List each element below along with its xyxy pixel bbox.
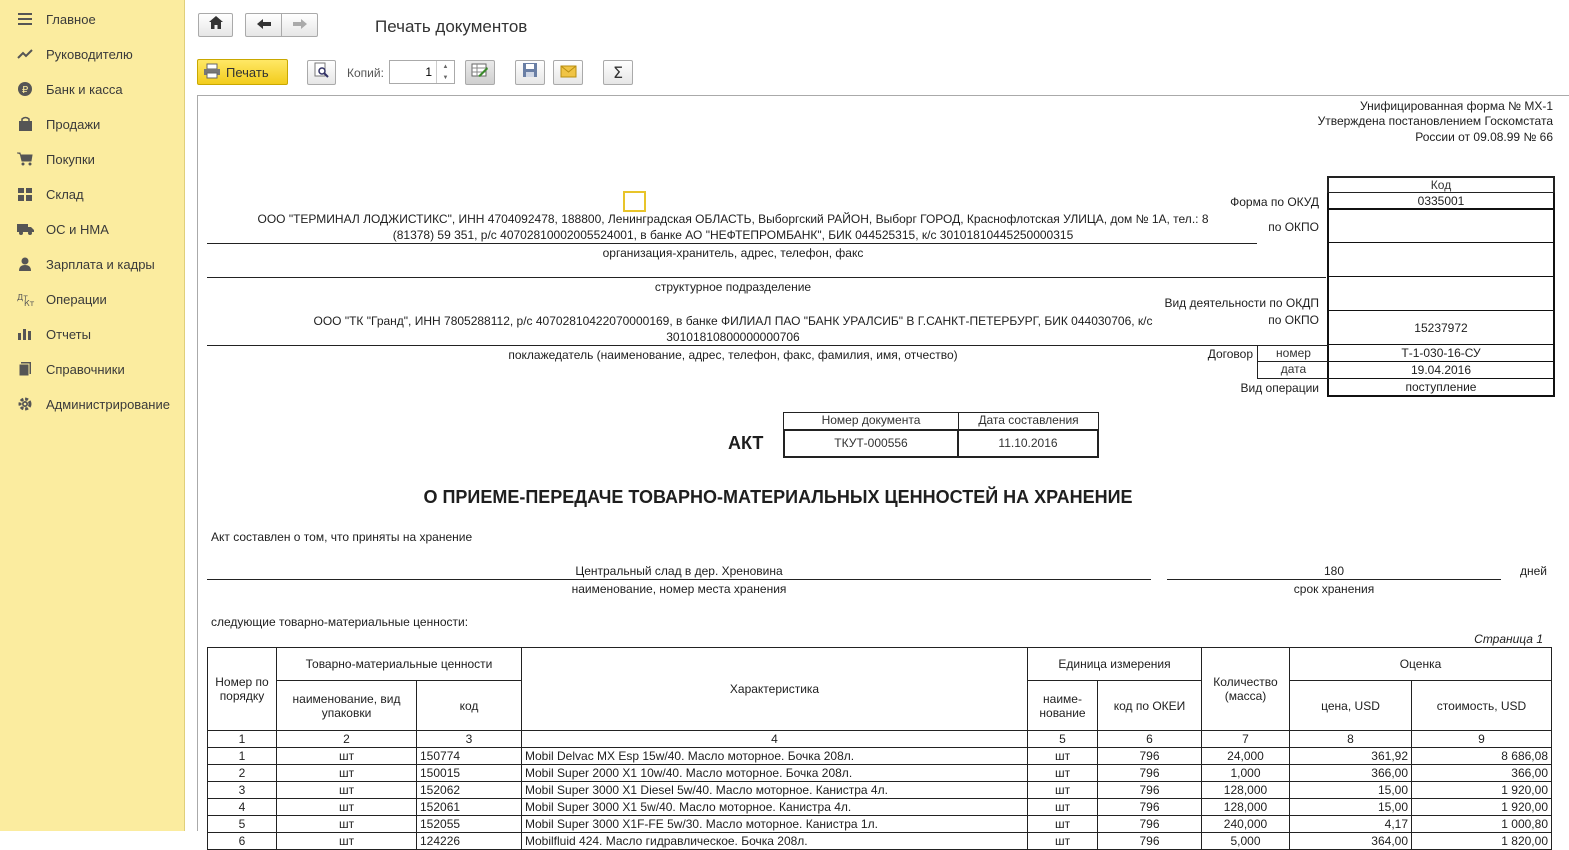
main-title: О ПРИЕМЕ-ПЕРЕДАЧЕ ТОВАРНО-МАТЕРИАЛЬНЫХ ЦЕННОСТЕЙ НА ХРАНЕНИЕ (423, 487, 1133, 507)
sidebar-item-label: Справочники (46, 361, 125, 377)
depositor-underline (207, 345, 1326, 346)
docnum-header: Номер документа (783, 412, 959, 430)
docnum-value: ТКУТ-000556 (783, 429, 959, 458)
sidebar-item-label: Склад (46, 186, 84, 202)
gear-icon (0, 397, 46, 411)
sum-button[interactable] (603, 60, 633, 85)
dept-caption: структурное подразделение (654, 280, 812, 294)
row-price: 361,92 (1290, 748, 1412, 765)
header-characteristic: Характеристика (522, 648, 1028, 731)
column-number: 4 (522, 731, 1028, 748)
intro-text: Акт составлен о том, что приняты на хранение (211, 530, 473, 544)
table-row (208, 833, 1552, 850)
row-quantity: 24,000 (1202, 748, 1290, 765)
sidebar-item-warehouse[interactable] (0, 177, 184, 211)
table-row (208, 816, 1552, 833)
print-button-label: Печать (226, 64, 269, 80)
preview-button[interactable] (307, 60, 336, 85)
row-price: 15,00 (1290, 799, 1412, 816)
row-goods-code: 152055 (417, 816, 522, 833)
row-goods-code: 152061 (417, 799, 522, 816)
contract-date-value: 19.04.2016 (1327, 362, 1555, 379)
row-characteristic: Mobil Delvac MX Esp 15w/40. Масло моторное. Бочка 208л. (522, 748, 1028, 765)
row-quantity: 128,000 (1202, 799, 1290, 816)
form-title-3: России от 09.08.99 № 66 (1415, 130, 1553, 144)
row-goods-code: 150015 (417, 765, 522, 782)
org-underline (207, 243, 1257, 244)
okud-label: Форма по ОКУД (1230, 195, 1319, 209)
row-goods-code: 150774 (417, 748, 522, 765)
column-number: 9 (1412, 731, 1552, 748)
ruble-icon (0, 82, 46, 96)
row-price: 366,00 (1290, 765, 1412, 782)
row-goods-code: 124226 (417, 833, 522, 850)
row-goods-name: шт (277, 833, 417, 850)
row-cost: 1 820,00 (1412, 833, 1552, 850)
sidebar-item-label: Руководителю (46, 46, 133, 62)
row-characteristic: Mobil Super 3000 X1F-FE 5w/30. Масло моторное. Канистра 1л. (522, 816, 1028, 833)
sidebar-item-operations[interactable] (0, 282, 184, 316)
copies-input[interactable] (390, 62, 436, 82)
menu-icon (0, 13, 46, 25)
sidebar-item-label: Покупки (46, 151, 95, 167)
operation-label: Вид операции (1240, 381, 1319, 395)
sidebar-item-label: ОС и НМА (46, 221, 109, 237)
book-icon (0, 362, 46, 376)
contract-label: Договор (1207, 347, 1253, 361)
row-unit-name: шт (1028, 799, 1098, 816)
row-price: 15,00 (1290, 782, 1412, 799)
copies-label: Копий: (347, 66, 384, 80)
header-quantity: Количество (масса) (1202, 648, 1290, 731)
row-quantity: 5,000 (1202, 833, 1290, 850)
row-unit-name: шт (1028, 833, 1098, 850)
row-unit-code: 796 (1098, 833, 1202, 850)
header-num: Номер по порядку (208, 648, 277, 731)
row-price: 4,17 (1290, 816, 1412, 833)
table-row (208, 748, 1552, 765)
act-label: АКТ (728, 433, 764, 453)
operations-icon (0, 292, 46, 306)
header-goods-code: код (417, 681, 522, 731)
row-quantity: 240,000 (1202, 816, 1290, 833)
storage-term-caption: срок хранения (1293, 582, 1375, 596)
row-unit-code: 796 (1098, 799, 1202, 816)
sidebar-item-label: Администрирование (46, 396, 170, 412)
form-title-1: Унифицированная форма № МХ-1 (1360, 99, 1553, 113)
column-number: 3 (417, 731, 522, 748)
arrow-left-icon (257, 16, 271, 34)
copies-spin (436, 61, 454, 83)
forward-button[interactable] (281, 13, 318, 37)
home-icon (209, 16, 223, 34)
sidebar-item-bank[interactable] (0, 72, 184, 106)
okud-value: 0335001 (1327, 193, 1555, 210)
magnifier-icon (315, 63, 329, 83)
document-preview (197, 95, 1569, 848)
row-cost: 8 686,08 (1412, 748, 1552, 765)
sidebar-item-manager[interactable] (0, 37, 184, 71)
toolbar (186, 56, 1569, 90)
top-bar (186, 0, 1569, 52)
edit-mode-button[interactable] (465, 60, 495, 85)
row-unit-name: шт (1028, 782, 1098, 799)
header-goods: Товарно-материальные ценности (277, 648, 522, 681)
header-cost: стоимость, USD (1412, 681, 1552, 731)
row-num: 5 (208, 816, 277, 833)
storage-place-underline (207, 579, 1151, 580)
column-number: 1 (208, 731, 277, 748)
row-characteristic: Mobil Super 3000 X1 5w/40. Масло моторное. Канистра 4л. (522, 799, 1028, 816)
items-table (207, 647, 1552, 850)
operation-value: поступление (1327, 379, 1555, 397)
header-price: цена, USD (1290, 681, 1412, 731)
row-characteristic: Mobilfluid 424. Масло гидравлическое. Бочка 208л. (522, 833, 1028, 850)
following-text: следующие товарно-материальные ценности: (211, 615, 469, 629)
column-number: 5 (1028, 731, 1098, 748)
row-goods-name: шт (277, 799, 417, 816)
row-goods-code: 152062 (417, 782, 522, 799)
cell-cursor (623, 191, 646, 212)
org-line-1: ООО "ТЕРМИНАЛ ЛОДЖИСТИКС", ИНН 4704092478, 188800, Ленинградская ОБЛАСТЬ, Выборгский РАЙОН, Выборг ГОРОД, Краснофлотская УЛИЦА, дом № 1А, тел.: 8 (257, 212, 1209, 226)
copies-stepper (389, 60, 455, 84)
save-button[interactable] (515, 60, 545, 85)
storage-place-caption: наименование, номер места хранения (571, 582, 787, 596)
days-label: дней (1520, 564, 1548, 578)
row-cost: 1 000,80 (1412, 816, 1552, 833)
dept-underline (207, 277, 1326, 278)
sidebar (0, 0, 185, 831)
row-quantity: 1,000 (1202, 765, 1290, 782)
okpo-label-1: по ОКПО (1268, 220, 1319, 234)
header-unit: Единица измерения (1028, 648, 1202, 681)
row-quantity: 128,000 (1202, 782, 1290, 799)
column-number: 2 (277, 731, 417, 748)
sigma-icon: Σ (612, 63, 624, 82)
printer-icon (204, 64, 220, 81)
dept-code (1327, 243, 1555, 277)
row-unit-code: 796 (1098, 782, 1202, 799)
sidebar-item-assets[interactable] (0, 212, 184, 246)
column-number: 7 (1202, 731, 1290, 748)
row-unit-name: шт (1028, 765, 1098, 782)
spin-up-icon[interactable]: ▲ (442, 63, 449, 70)
row-num: 2 (208, 765, 277, 782)
edit-table-icon (472, 63, 488, 82)
row-unit-code: 796 (1098, 816, 1202, 833)
page-title: Печать документов (375, 17, 528, 36)
grid-icon (0, 188, 46, 201)
sidebar-item-label: Банк и касса (46, 81, 123, 97)
column-number: 6 (1098, 731, 1202, 748)
page-label: Страница 1 (1474, 632, 1543, 646)
row-goods-name: шт (277, 782, 417, 799)
envelope-icon (561, 64, 576, 82)
storage-term: 180 (1323, 564, 1345, 578)
sidebar-item-main[interactable] (0, 2, 184, 36)
storage-place: Центральный слад в дер. Хреновина (575, 564, 783, 578)
row-cost: 366,00 (1412, 765, 1552, 782)
column-number: 8 (1290, 731, 1412, 748)
row-unit-code: 796 (1098, 748, 1202, 765)
row-num: 3 (208, 782, 277, 799)
contract-number-label: номер (1257, 345, 1329, 362)
sidebar-item-directories[interactable] (0, 352, 184, 386)
docdate-header: Дата составления (958, 412, 1099, 430)
docdate-value: 11.10.2016 (957, 429, 1099, 458)
sidebar-item-sales[interactable] (0, 107, 184, 141)
home-button[interactable] (198, 13, 233, 37)
storage-term-underline (1167, 579, 1501, 580)
floppy-icon (523, 63, 537, 82)
okdp-label: Вид деятельности по ОКДП (1164, 296, 1319, 310)
depositor-caption: поклажедатель (наименование, адрес, телефон, факс, фамилия, имя, отчество) (508, 348, 958, 362)
org-line-2: (81378) 59 351, р/с 40702810002005524001, в банке АО "НЕФТЕПРОМБАНК", БИК 044525315, к/с 30101810445250000315 (392, 228, 1074, 242)
trend-icon (0, 48, 46, 60)
bag-icon (0, 117, 46, 131)
contract-number-value: Т-1-030-16-СУ (1327, 345, 1555, 362)
form-title-2: Утверждена постановлением Госкомстата (1317, 114, 1553, 128)
header-goods-name: наименование, вид упаковки (277, 681, 417, 731)
sidebar-item-label: Продажи (46, 116, 101, 132)
sidebar-item-admin[interactable] (0, 387, 184, 421)
header-unit-code: код по ОКЕИ (1098, 681, 1202, 731)
row-unit-code: 796 (1098, 765, 1202, 782)
row-unit-name: шт (1028, 816, 1098, 833)
truck-icon (0, 223, 46, 235)
contract-date-label: дата (1257, 362, 1329, 379)
row-num: 1 (208, 748, 277, 765)
cart-icon (0, 152, 46, 166)
bar-chart-icon (0, 328, 46, 340)
table-row (208, 782, 1552, 799)
sidebar-item-label: Операции (46, 291, 107, 307)
print-button[interactable] (197, 59, 288, 85)
sidebar-item-label: Зарплата и кадры (46, 256, 155, 272)
sidebar-item-label: Отчеты (46, 326, 91, 342)
table-row (208, 799, 1552, 816)
row-cost: 1 920,00 (1412, 782, 1552, 799)
arrow-right-icon (293, 16, 307, 34)
back-button[interactable] (245, 13, 282, 37)
svg-text:₽: ₽ (21, 85, 29, 96)
row-unit-name: шт (1028, 748, 1098, 765)
row-num: 4 (208, 799, 277, 816)
column-number-row (208, 731, 1552, 748)
row-characteristic: Mobil Super 3000 X1 Diesel 5w/40. Масло моторное. Канистра 4л. (522, 782, 1028, 799)
sidebar-item-salary[interactable] (0, 247, 184, 281)
main-area (186, 0, 1569, 848)
row-price: 364,00 (1290, 833, 1412, 850)
row-goods-name: шт (277, 765, 417, 782)
row-cost: 1 920,00 (1412, 799, 1552, 816)
sidebar-item-purchases[interactable] (0, 142, 184, 176)
row-goods-name: шт (277, 816, 417, 833)
sidebar-item-reports[interactable] (0, 317, 184, 351)
okdp-value (1327, 277, 1555, 311)
depositor-line-2: 30101810800000000706 (666, 330, 800, 344)
header-unit-name: наиме-нование (1028, 681, 1098, 731)
row-num: 6 (208, 833, 277, 850)
svg-text:Дт: Дт (17, 293, 28, 302)
header-valuation: Оценка (1290, 648, 1552, 681)
okpo-value-1 (1327, 210, 1555, 243)
sidebar-item-label: Главное (46, 11, 96, 27)
table-row (208, 765, 1552, 782)
row-goods-name: шт (277, 748, 417, 765)
code-header: Код (1327, 176, 1555, 193)
okpo-value-2: 15237972 (1327, 311, 1555, 345)
depositor-line-1: ООО "ТК "Гранд", ИНН 7805288112, р/с 40702810422070000169, в банке ФИЛИАЛ ПАО "БАНК УРАЛСИБ" В Г.САНКТ-ПЕТЕРБУРГ, БИК 044030706, к/с (313, 314, 1153, 328)
email-button[interactable] (553, 60, 583, 85)
person-icon (0, 257, 46, 271)
org-caption: организация-хранитель, адрес, телефон, факс (602, 246, 864, 260)
spin-down-icon[interactable]: ▼ (442, 74, 449, 81)
svg-text:Кт: Кт (24, 299, 35, 308)
okpo-label-2: по ОКПО (1268, 313, 1319, 327)
row-characteristic: Mobil Super 2000 X1 10w/40. Масло моторное. Бочка 208л. (522, 765, 1028, 782)
